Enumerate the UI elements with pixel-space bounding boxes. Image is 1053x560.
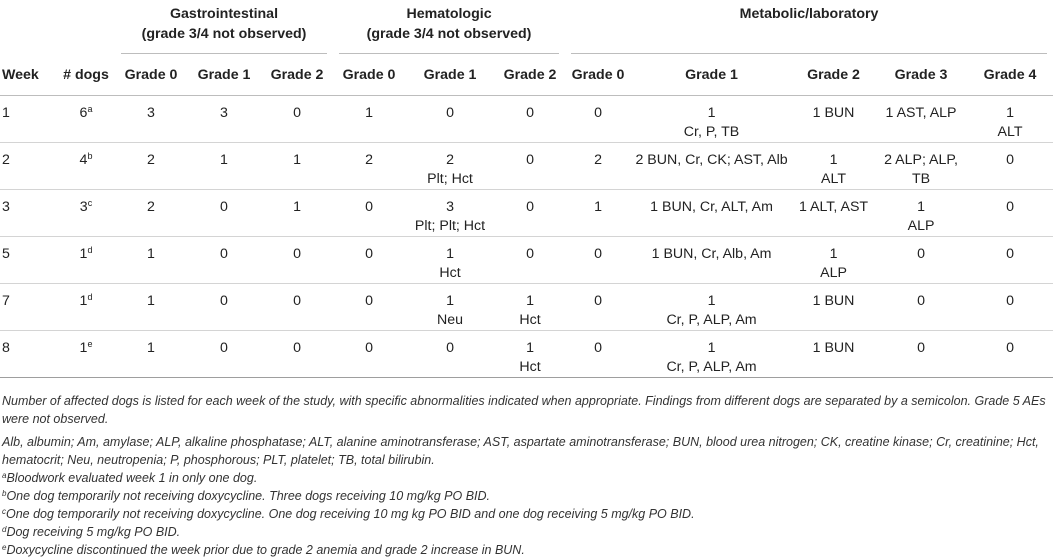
cell-value: 1 ALT, AST [798,199,869,215]
group-header-hematologic [333,0,565,54]
footnote-marker: a [2,471,7,480]
cell-value: 0 [594,293,602,309]
cell-value: 0 [1006,340,1014,356]
footnote-marker: b [2,489,7,498]
cell-gi-g1 [187,331,261,378]
cell-me-g0 [565,331,631,378]
cell-me-g0 [565,237,631,284]
group-title: Metabolic/laboratory [739,6,879,22]
footnote-marker: d [2,525,7,534]
cell-value: 0 [365,340,373,356]
footnote-marker: b [87,151,93,161]
table-row [0,190,1053,237]
cell-me-g4 [967,190,1053,237]
footnote-marker: c [87,198,93,208]
notes-abbreviations: Alb, albumin; Am, amylase; ALP, alkaline phosphatase; ALT, alanine aminotransferase; AST, aspartate aminotransferase; BUN, blood urea nitrogen; CK, creatine kinase; Cr, creatinine; Hct, hematocrit; Neu, neutropenia; P, phosphorous; PLT, platelet; TB, total bilirubin. [2,435,1039,467]
cell-gi-g2 [261,143,333,190]
cell-value: 1 [829,152,838,168]
cell-value: 2 [446,152,454,168]
dogs-count: 3 [79,199,88,215]
notes-intro: Number of affected dogs is listed for each week of the study, with specific abnormalities indicated when appropriate. Findings from different dogs are separated by a semicolon. Grade 5 AEs were not observed. [2,394,1046,426]
cell-value: 1 BUN, Cr, Alb, Am [651,246,772,262]
table-row [0,237,1053,284]
cell-value: 1 [707,293,716,309]
cell-value: 1 [293,152,301,168]
cell-me-g1 [631,96,792,143]
cell-he-g0 [333,96,405,143]
col-he-grade-1: Grade 1 [405,54,495,96]
cell-me-g2 [792,96,875,143]
footnote-marker: d [87,292,93,302]
col-he-grade-0: Grade 0 [333,54,405,96]
cell-value: 0 [365,246,373,262]
cell-detail: Plt; Hct [427,171,473,187]
cell-value: 0 [1006,246,1014,262]
cell-value: 0 [293,293,301,309]
cell-me-g1 [631,143,792,190]
cell-gi-g0 [115,284,187,331]
cell-he-g0 [333,237,405,284]
cell-value: 1 [365,105,373,121]
footnote-text: Bloodwork evaluated week 1 in only one dog. [6,471,258,485]
cell-week: 8 [0,331,57,378]
cell-value: 0 [1006,293,1014,309]
cell-gi-g1 [187,190,261,237]
cell-me-g2 [792,143,875,190]
cell-detail: ALT [997,124,1023,140]
cell-me-g1 [631,331,792,378]
cell-value: 1 [707,105,716,121]
cell-value: 1 BUN, Cr, ALT, Am [650,199,773,215]
footnote [2,523,1050,541]
cell-week: 1 [0,96,57,143]
table-row [0,284,1053,331]
col-gi-grade-1: Grade 1 [187,54,261,96]
footnote [2,505,1050,523]
cell-dogs [57,237,115,284]
cell-value: 0 [917,246,925,262]
footnote-marker: a [87,104,93,114]
cell-me-g3 [875,237,967,284]
footnote [2,487,1050,505]
cell-value: 0 [1006,152,1014,168]
cell-detail: ALT [821,171,847,187]
footnote-text: Dog receiving 5 mg/kg PO BID. [6,525,181,539]
col-gi-grade-2: Grade 2 [261,54,333,96]
cell-value: 3 [446,199,454,215]
cell-he-g1 [405,237,495,284]
dogs-count: 1 [79,293,88,309]
cell-value: 0 [917,340,925,356]
footnote-text: One dog temporarily not receiving doxycycline. One dog receiving 10 mg kg PO BID and one dog receiving 5 mg/kg PO BID. [6,507,695,521]
cell-he-g1 [405,284,495,331]
dogs-count: 4 [79,152,88,168]
cell-value: 1 BUN [812,105,855,121]
group-rule [571,53,1047,54]
cell-me-g0 [565,190,631,237]
cell-value: 0 [220,246,228,262]
cell-detail: TB [911,171,931,187]
cell-he-g2 [495,143,565,190]
cell-detail: ALP [907,218,935,234]
group-rule [121,53,327,54]
cell-gi-g1 [187,237,261,284]
cell-value: 0 [594,340,602,356]
cell-detail: Hct [519,312,541,328]
cell-value: 1 [829,246,838,262]
cell-he-g2 [495,190,565,237]
cell-gi-g2 [261,331,333,378]
cell-me-g3 [875,190,967,237]
cell-value: 0 [293,340,301,356]
cell-value: 1 BUN [812,293,855,309]
cell-value: 1 [147,293,155,309]
cell-he-g1 [405,143,495,190]
cell-value: 0 [917,293,925,309]
cell-value: 0 [293,105,301,121]
cell-week: 2 [0,143,57,190]
cell-value: 1 [147,340,155,356]
cell-me-g4 [967,331,1053,378]
cell-me-g3 [875,331,967,378]
cell-he-g2 [495,237,565,284]
cell-me-g3 [875,143,967,190]
cell-gi-g1 [187,143,261,190]
table-notes [2,392,1050,559]
cell-he-g0 [333,284,405,331]
cell-detail: Hct [519,359,541,375]
cell-value: 1 [293,199,301,215]
group-title: Gastrointestinal [170,6,279,22]
group-header-metabolic [565,0,1053,54]
footnote-text: Doxycycline discontinued the week prior due to grade 2 anemia and grade 2 increase in BUN. [6,543,525,557]
cell-value: 1 [594,199,602,215]
cell-me-g1 [631,190,792,237]
table-body [0,96,1053,378]
footnote-marker: d [87,245,93,255]
cell-value: 1 [220,152,228,168]
cell-me-g2 [792,237,875,284]
cell-week: 3 [0,190,57,237]
cell-he-g2 [495,96,565,143]
cell-detail: Cr, P, TB [683,124,740,140]
cell-value: 0 [526,105,534,121]
cell-gi-g2 [261,237,333,284]
col-me-grade-3: Grade 3 [875,54,967,96]
footnote-marker: c [2,507,6,516]
footnote-marker: e [87,339,93,349]
cell-gi-g2 [261,190,333,237]
cell-value: 0 [594,105,602,121]
cell-value: 1 [446,293,454,309]
cell-me-g0 [565,96,631,143]
cell-me-g0 [565,143,631,190]
cell-value: 2 [147,199,155,215]
cell-gi-g0 [115,96,187,143]
cell-value: 0 [526,199,534,215]
cell-value: 1 [526,293,534,309]
cell-week: 5 [0,237,57,284]
cell-value: 1 [147,246,155,262]
col-he-grade-2: Grade 2 [495,54,565,96]
column-header-row [0,54,1053,96]
col-me-grade-2: Grade 2 [792,54,875,96]
cell-value: 2 BUN, Cr, CK; AST, Alb [635,152,788,168]
cell-he-g1 [405,190,495,237]
cell-me-g4 [967,143,1053,190]
cell-me-g4 [967,96,1053,143]
cell-detail: Cr, P, ALP, Am [666,312,757,328]
cell-value: 0 [365,199,373,215]
cell-value: 0 [293,246,301,262]
cell-value: 1 [707,340,716,356]
col-me-grade-0: Grade 0 [565,54,631,96]
cell-value: 0 [220,199,228,215]
group-subtitle: (grade 3/4 not observed) [366,26,532,42]
cell-dogs [57,190,115,237]
cell-me-g1 [631,284,792,331]
cell-value: 2 [365,152,373,168]
cell-value: 0 [526,152,534,168]
cell-gi-g1 [187,284,261,331]
cell-he-g2 [495,284,565,331]
cell-value: 1 [917,199,925,215]
dogs-count: 1 [79,340,88,356]
cell-detail: Hct [439,265,461,281]
cell-value: 3 [220,105,228,121]
cell-value: 2 [594,152,602,168]
group-rule [339,53,559,54]
cell-me-g2 [792,331,875,378]
col-week: Week [0,54,57,96]
cell-me-g4 [967,284,1053,331]
cell-detail: Neu [437,312,464,328]
cell-me-g0 [565,284,631,331]
cell-detail: ALP [820,265,847,281]
cell-he-g1 [405,331,495,378]
cell-he-g0 [333,331,405,378]
cell-me-g2 [792,284,875,331]
footnote-text: One dog temporarily not receiving doxycycline. Three dogs receiving 10 mg/kg PO BID. [6,489,491,503]
cell-dogs [57,96,115,143]
footnote-list [2,469,1050,559]
cell-gi-g0 [115,331,187,378]
cell-me-g3 [875,284,967,331]
cell-value: 1 [446,246,454,262]
cell-value: 2 ALP; ALP, [884,152,958,168]
cell-me-g1 [631,237,792,284]
cell-gi-g0 [115,190,187,237]
cell-me-g2 [792,190,875,237]
group-header-blank [0,0,115,54]
cell-dogs [57,143,115,190]
col-me-grade-4: Grade 4 [967,54,1053,96]
cell-week: 7 [0,284,57,331]
cell-value: 3 [147,105,155,121]
cell-value: 0 [365,293,373,309]
group-header-gastrointestinal [115,0,333,54]
cell-value: 0 [220,293,228,309]
cell-value: 0 [446,105,454,121]
col-dogs: # dogs [57,54,115,96]
cell-value: 0 [220,340,228,356]
cell-gi-g0 [115,237,187,284]
cell-he-g2 [495,331,565,378]
cell-value: 0 [1006,199,1014,215]
col-me-grade-1: Grade 1 [631,54,792,96]
footnote [2,541,1050,559]
group-subtitle: (grade 3/4 not observed) [141,26,307,42]
cell-value: 1 AST, ALP [885,105,957,121]
cell-dogs [57,284,115,331]
cell-detail: Plt; Plt; Hct [414,218,486,234]
cell-gi-g2 [261,96,333,143]
table-row [0,331,1053,378]
table-row [0,96,1053,143]
cell-me-g4 [967,237,1053,284]
cell-me-g3 [875,96,967,143]
cell-gi-g2 [261,284,333,331]
dogs-count: 1 [79,246,88,262]
cell-value: 1 [1006,105,1014,121]
cell-dogs [57,331,115,378]
cell-he-g0 [333,190,405,237]
table-row [0,143,1053,190]
cell-value: 0 [594,246,602,262]
cell-value: 1 [526,340,534,356]
cell-gi-g0 [115,143,187,190]
cell-value: 1 BUN [812,340,855,356]
cell-gi-g1 [187,96,261,143]
col-gi-grade-0: Grade 0 [115,54,187,96]
footnote-marker: e [2,543,7,552]
dogs-count: 6 [79,105,88,121]
cell-value: 0 [446,340,454,356]
group-title: Hematologic [406,6,492,22]
group-header-row [0,0,1053,54]
cell-value: 0 [526,246,534,262]
footnote [2,469,1050,487]
cell-he-g0 [333,143,405,190]
cell-he-g1 [405,96,495,143]
cell-value: 2 [147,152,155,168]
cell-detail: Cr, P, ALP, Am [666,359,757,375]
